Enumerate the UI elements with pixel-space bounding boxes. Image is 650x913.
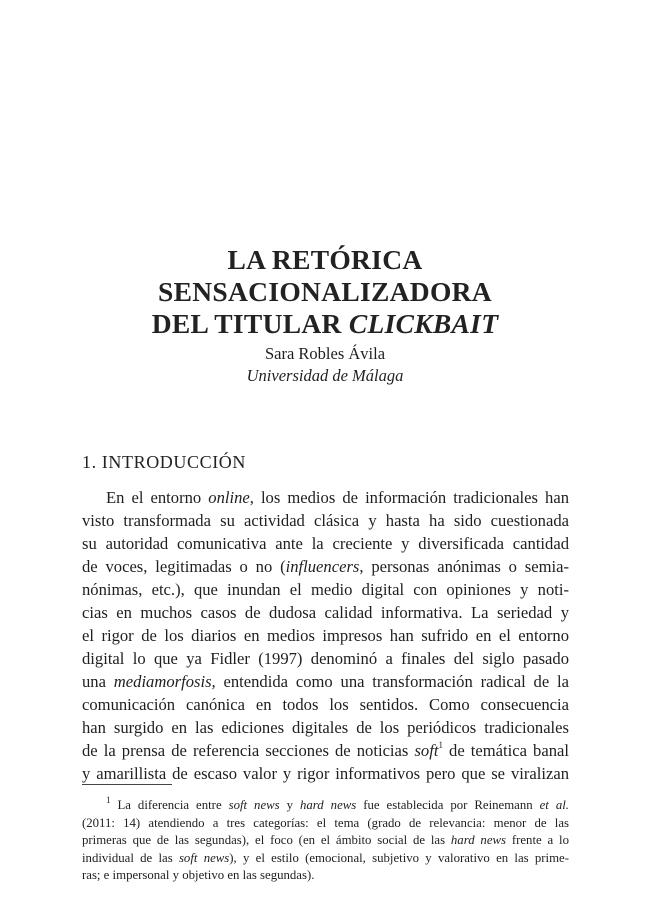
paragraph-line [82,555,569,578]
section-heading: 1. INTRODUCCIÓN [82,452,246,472]
text-span: entendida como una transformación radical de la [215,672,570,691]
text-span: ), y el estilo (emocional, subjetivo y valorativo en las prime- [229,850,569,865]
footnote [82,794,569,885]
paragraph-line [82,486,569,509]
paragraph-line: y amarillista de escaso valor y rigor informativos pero que se viralizan [82,764,569,783]
paragraph-line: nónimas, etc.), que inundan el medio digital con opiniones y noti- [82,580,569,599]
text-span: de voces, legitimadas o no ( [82,557,286,576]
text-span: , los medios de información tradicionales han [249,488,569,507]
author-block [0,343,650,387]
footnote-line [82,794,569,815]
title-line-2: SENSACIONALIZADORA [158,276,492,308]
footnote-marker: 1 [106,794,111,805]
footnote-separator [82,784,172,785]
italic-term: hard news [450,833,507,847]
italic-term: hard news [300,798,357,812]
italic-term: influencers [285,557,360,576]
title-line-3-text: DEL TITULAR [151,308,349,340]
italic-term: soft [414,741,439,760]
text-span: primeras que de las segundas), el foco (en el ámbito social de las [82,833,451,847]
author-affiliation: Universidad de Málaga [246,366,404,385]
text-span: una [82,672,114,691]
title-line-3 [0,308,650,340]
footnote-line [82,850,569,868]
paragraph-line: visto transformada su actividad clásica y hasta ha sido cuestionada [82,511,569,530]
text-span: individual de las [82,850,179,865]
text-span: , personas anónimas o semia- [359,557,569,576]
italic-term: soft news [228,798,280,812]
title-line-3-italic: CLICKBAIT [348,308,499,340]
italic-term: online [208,488,250,507]
title-line-1: LA RETÓRICA [227,244,423,276]
text-span: de temática banal [442,741,569,760]
chapter-title [0,244,650,340]
text-span: de la prensa de referencia secciones de noticias [82,741,415,760]
italic-term: soft news [178,850,230,865]
body-paragraph [82,486,569,785]
paragraph-line [82,739,569,762]
text-span: fue establecida por Reinemann [356,798,540,812]
paragraph-line: han surgido en las ediciones digitales de los periódicos tradicionales [82,718,569,737]
paragraph-line: cias en muchos casos de dudosa calidad informativa. La seriedad y [82,603,569,622]
italic-term: et al. [539,798,569,812]
author-name: Sara Robles Ávila [264,344,386,363]
text-span: y [279,798,300,812]
paragraph-line: digital lo que ya Fidler (1997) denominó a finales del siglo pasado [82,649,569,668]
text-span: La diferencia entre [110,798,229,812]
italic-term: mediamorfosis, [113,672,216,691]
paragraph-line: comunicación canónica en todos los sentidos. Como consecuencia [82,695,569,714]
footnote-line: ras; e impersonal y objetivo en las segundas). [82,868,315,882]
footnote-reference[interactable]: 1 [438,740,443,751]
footnote-line [82,832,569,850]
footnote-line: (2011: 14) atendiendo a tres categorías: el tema (grado de relevancia: menor de las [82,815,569,830]
text-span: frente a lo [506,833,569,847]
paragraph-line [82,670,569,693]
text-span: En el entorno [106,488,209,507]
paragraph-line: el rigor de los diarios en medios impresos han sufrido en el entorno [82,626,569,645]
paragraph-line: su autoridad comunicativa ante la creciente y diversificada cantidad [82,534,569,553]
